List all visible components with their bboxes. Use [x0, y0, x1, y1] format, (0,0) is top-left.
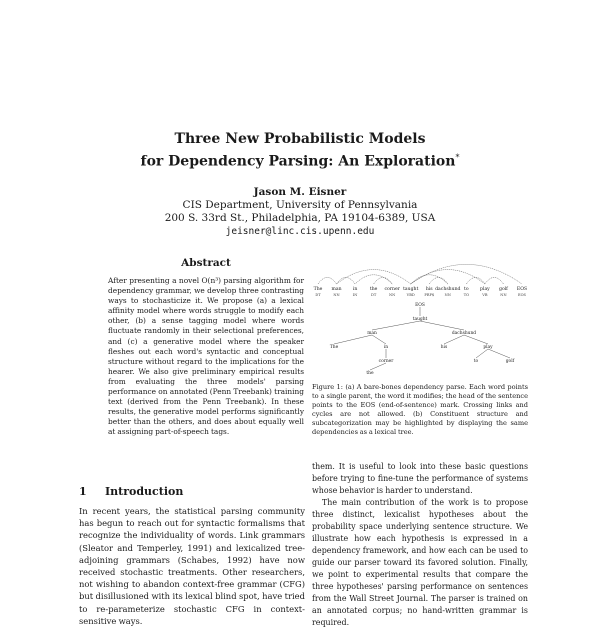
tree-edge [372, 321, 420, 330]
figure-tag: IN [352, 293, 358, 297]
title-footnote-mark: * [455, 153, 460, 162]
tree-node: man [367, 331, 377, 336]
figure-token: dachshund [435, 287, 461, 292]
author-address: 200 S. 33rd St., Philadelphia, PA 19104-6389, USA [164, 212, 436, 224]
dependency-arc [411, 264, 522, 284]
section-heading-introduction [79, 485, 183, 498]
figure-tag: VBD [406, 293, 415, 297]
figure-tag: DT [315, 293, 321, 297]
figure-tag: NN [389, 293, 396, 297]
tree-edge [334, 335, 372, 344]
dependency-figure [312, 262, 528, 378]
section-number: 1 [79, 485, 87, 498]
dependency-arc [429, 277, 448, 284]
section-title: Introduction [105, 485, 184, 498]
paper-title-line-2 [0, 149, 600, 171]
tree-edge [488, 349, 510, 358]
tree-edge [464, 335, 488, 344]
dependency-arc [374, 277, 393, 284]
figure-tag: VB [482, 293, 488, 297]
tree-node: play [483, 345, 493, 350]
tree-edge [420, 321, 464, 330]
right-column-text [312, 461, 528, 627]
tree-node: in [383, 345, 389, 350]
author-email: jeisner@linc.cis.upenn.edu [225, 226, 375, 237]
tree-node: golf [505, 359, 515, 364]
dependency-arc [485, 277, 504, 284]
figure-tag: PRP$ [424, 293, 435, 297]
paper-title-line-2-text: for Dependency Parsing: An Exploration [140, 153, 456, 170]
figure-token: EOS [516, 287, 528, 292]
right-column-paragraph-2: The main contribution of the work is to propose three distinct, lexicalist hypotheses about the probability space underlying sentence structure. We illustrate how each hypothesis is expressed in a dependency framework, and how each can be used to guide our parser toward its favored solution. Finally, we point to experimental results that compare the three hypotheses' parsing performance on sentences from the Wall Street Journal. The parser is trained on an annotated corpus; no hand-written grammar is required. [312, 498, 528, 627]
figure-tag: EOS [517, 293, 527, 297]
figure-token: corner [384, 287, 400, 292]
figure-token: man [331, 287, 342, 292]
author-affiliation: CIS Department, University of Pennsylvania [182, 199, 418, 211]
tree-node: EOS [415, 303, 425, 308]
abstract-heading: Abstract [181, 257, 231, 269]
tree-edge [372, 335, 386, 344]
abstract-text: After presenting a novel O(n³) parsing algorithm for dependency grammar, we develop three contrasting ways to stochasticize it. We propose (a) a lexical affinity model where words struggle to modify each other, (b) a sense tagging model where words fluctuate randomly in their selectional preferences, and (c) a generative model where the speaker fleshes out each word's syntactic and conceptual structure without regard to the implications for the hearer. We also give preliminary empirical results from evaluating the three models' parsing performance on annotated (Penn Treebank) training text (derived from the Penn Treebank). In these results, the generative model performs significantly better than the others, and does about equally well at assigning part-of-speech tags. [108, 276, 304, 437]
dependency-arc [355, 275, 392, 284]
dependency-arc [411, 275, 448, 284]
figure-token: The [313, 287, 323, 292]
tree-edge [476, 349, 488, 358]
tree-edge [370, 363, 386, 370]
figure-token: golf [499, 287, 508, 292]
figure-token: his [425, 287, 433, 292]
paper-title-line-1: Three New Probabilistic Models [174, 131, 426, 147]
author-name: Jason M. Eisner [253, 186, 347, 198]
figure-token: play [480, 287, 490, 292]
dependency-arc [318, 277, 337, 284]
tree-node: to [473, 359, 479, 364]
figure-tag: NN [500, 293, 507, 297]
tree-node: his [440, 345, 448, 350]
tree-node: The [329, 345, 339, 350]
tree-node: the [366, 371, 374, 376]
figure-token: taught [403, 287, 419, 292]
right-column-paragraph-1: them. It is useful to look into these basic questions before trying to fine-tune the performance of systems whose behavior is harder to understand. [312, 462, 528, 495]
dependency-arc [337, 277, 356, 284]
figure-tag: TO [463, 293, 470, 297]
tree-node: dachshund [451, 331, 477, 336]
figure-token: in [352, 287, 358, 292]
dependency-arc [337, 270, 411, 284]
figure-token: to [464, 287, 469, 292]
tree-node: taught [412, 317, 428, 322]
introduction-text: In recent years, the statistical parsing community has begun to reach out for syntactic formalisms that recognize the individuality of words. Link grammars (Sleator and Temperley, 1991) and lexicalized tree-adjoining grammars (Schabes, 1992) have now received stochastic treatments. Other researchers, not wishing to abandon context-free grammar (CFG) but disillusioned with its lexical blind spot, have tried to re-parameterize stochastic CFG in context-sensitive ways. [79, 506, 305, 626]
figure-caption: Figure 1: (a) A bare-bones dependency parse. Each word points to a single parent, the word it modifies; the head of the sentence points to the EOS (end-of-sentence) mark. Crossing links and cycles are not allowed. (b) Constituent structure and subcategorization may be highlighted by displaying the same dependencies as a lexical tree. [312, 383, 528, 436]
figure-token: the [369, 287, 378, 292]
tree-node: corner [378, 359, 394, 364]
figure-tag: NN [444, 293, 451, 297]
figure-tag: DT [370, 293, 377, 297]
figure-1 [312, 262, 528, 378]
figure-tag: NN [333, 293, 340, 297]
dependency-arc [466, 277, 485, 284]
tree-edge [444, 335, 464, 344]
